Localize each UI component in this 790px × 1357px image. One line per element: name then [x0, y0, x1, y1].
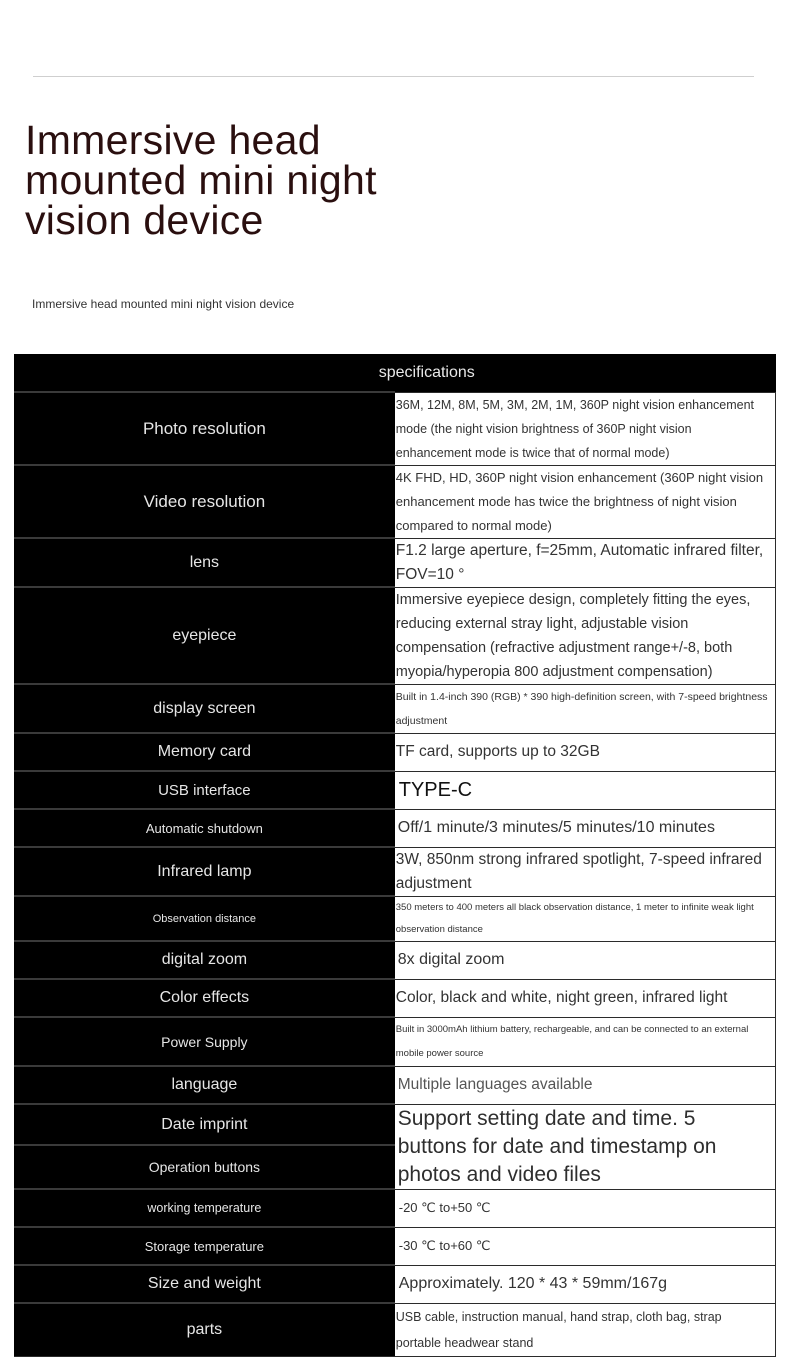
spec-label: Observation distance: [14, 896, 395, 941]
spec-value: Immersive eyepiece design, completely fitting the eyes, reducing external stray light, adjustable vision compensation (refractive adjustment range+/-8, both myopia/hyperopia 800 adjustment compensation): [395, 587, 776, 684]
spec-label: parts: [14, 1303, 395, 1356]
table-row: [14, 587, 776, 684]
spec-table-header: [14, 354, 776, 392]
spec-label: Video resolution: [14, 465, 395, 538]
spec-value: Multiple languages available: [395, 1066, 776, 1104]
spec-label: Size and weight: [14, 1265, 395, 1303]
spec-label: USB interface: [14, 771, 395, 809]
spec-value: Built in 1.4-inch 390 (RGB) * 390 high-definition screen, with 7-speed brightness adjustment: [395, 684, 776, 733]
spec-value: Approximately. 120 * 43 * 59mm/167g: [395, 1265, 776, 1303]
table-row: [14, 941, 776, 979]
page-title: Immersive head mounted mini night vision device: [25, 117, 377, 243]
spec-value: 36M, 12M, 8M, 5M, 3M, 2M, 1M, 360P night vision enhancement mode (the night vision brightness of 360P night vision enhancement mode is twice that of normal mode): [395, 392, 776, 465]
table-row: [14, 1104, 776, 1145]
table-row: [14, 733, 776, 771]
spec-value: TYPE-C: [395, 771, 776, 809]
table-row: [14, 1227, 776, 1265]
table-row: [14, 1189, 776, 1227]
table-row: [14, 1265, 776, 1303]
spec-label: Power Supply: [14, 1017, 395, 1066]
table-row: [14, 684, 776, 733]
table-row: [14, 847, 776, 896]
spec-value: 350 meters to 400 meters all black observation distance, 1 meter to infinite weak light observation distance: [395, 896, 776, 941]
spec-value: 3W, 850nm strong infrared spotlight, 7-speed infrared adjustment: [395, 847, 776, 896]
spec-label: Color effects: [14, 979, 395, 1017]
top-divider: [33, 76, 754, 77]
spec-value: -20 ℃ to+50 ℃: [395, 1189, 776, 1227]
table-row: [14, 979, 776, 1017]
spec-value: 8x digital zoom: [395, 941, 776, 979]
spec-label: Operation buttons: [14, 1145, 395, 1189]
spec-label: language: [14, 1066, 395, 1104]
table-row: [14, 392, 776, 465]
table-row: [14, 1066, 776, 1104]
spec-value: F1.2 large aperture, f=25mm, Automatic infrared filter, FOV=10 °: [395, 538, 776, 587]
spec-value: TF card, supports up to 32GB: [395, 733, 776, 771]
table-row: [14, 809, 776, 847]
spec-label: lens: [14, 538, 395, 587]
spec-label: Memory card: [14, 733, 395, 771]
spec-label: eyepiece: [14, 587, 395, 684]
spec-value: USB cable, instruction manual, hand strap, cloth bag, strap portable headwear stand: [395, 1303, 776, 1356]
spec-label: Infrared lamp: [14, 847, 395, 896]
spec-label: Date imprint: [14, 1104, 395, 1145]
spec-table: [14, 354, 776, 1357]
spec-value: Off/1 minute/3 minutes/5 minutes/10 minutes: [395, 809, 776, 847]
spec-label: working temperature: [14, 1189, 395, 1227]
spec-value: Support setting date and time. 5 buttons for date and timestamp on photos and video files: [395, 1104, 776, 1189]
spec-value: Built in 3000mAh lithium battery, rechargeable, and can be connected to an external mobile power source: [395, 1017, 776, 1066]
table-row: [14, 771, 776, 809]
page-subtitle: Immersive head mounted mini night vision device: [32, 297, 295, 311]
spec-label: Automatic shutdown: [14, 809, 395, 847]
table-row: [14, 1017, 776, 1066]
spec-value: Color, black and white, night green, infrared light: [395, 979, 776, 1017]
spec-table-heading: specifications: [14, 354, 776, 392]
table-row: [14, 1303, 776, 1356]
table-row: [14, 465, 776, 538]
spec-value: -30 ℃ to+60 ℃: [395, 1227, 776, 1265]
spec-label: Photo resolution: [14, 392, 395, 465]
spec-label: Storage temperature: [14, 1227, 395, 1265]
spec-label: digital zoom: [14, 941, 395, 979]
spec-label: display screen: [14, 684, 395, 733]
spec-value: 4K FHD, HD, 360P night vision enhancement (360P night vision enhancement mode has twice the brightness of night vision compared to normal mode): [395, 465, 776, 538]
table-row: [14, 896, 776, 941]
table-row: [14, 538, 776, 587]
